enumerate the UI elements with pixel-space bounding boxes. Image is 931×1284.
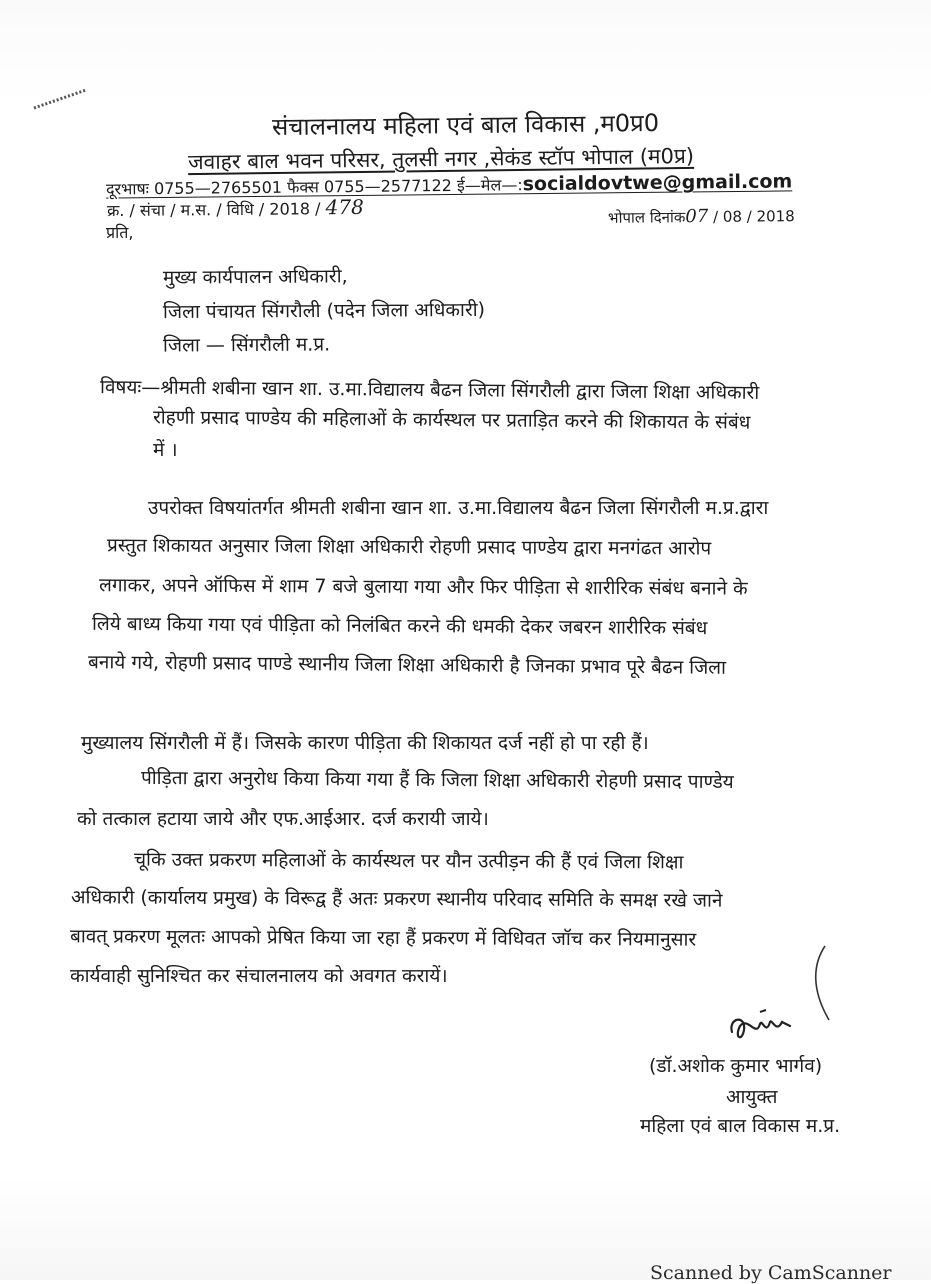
contact-numbers: दूरभाषः 0755—2765501 फैक्स 0755—2577122 ई—मेल—: [105, 175, 523, 199]
body-paragraph-2-line: को तत्काल हटाया जाये और एफ.आईआर. दर्ज करायी जाये। [77, 808, 489, 830]
addressee-line: जिला — सिंगरौली म.प्र. [162, 333, 331, 357]
addressee-line: मुख्य कार्यपालन अधिकारी, [162, 265, 348, 289]
signatory-designation: आयुक्त [726, 1086, 778, 1108]
pen-scribble-mark [30, 84, 90, 114]
signatory-name: (डॉ.अशोक कुमार भार्गव) [649, 1055, 823, 1077]
body-paragraph-1-line: मुख्यालय सिंगरौली में हैं। जिसके कारण पीड़िता की शिकायत दर्ज नहीं हो पा रही हैं। [81, 732, 649, 754]
reference-number [107, 195, 364, 221]
camscanner-watermark: Scanned by CamScanner [650, 1262, 892, 1284]
body-paragraph-3-line: कार्यवाही सुनिश्चित कर संचालनालय को अवगत करायें। [70, 965, 448, 987]
body-paragraph-3-line: अधिकारी (कार्यालय प्रमुख) के विरूद्व हैं अतः प्रकरण स्थानीय परिवाद समिति के समक्ष रखे जाने [70, 886, 723, 912]
email-address: socialdovtwe@gmail.com [522, 170, 793, 196]
date-handwritten-day: 07 [685, 205, 709, 228]
margin-pen-stroke [805, 944, 835, 1024]
body-paragraph-1-line: लिये बाध्य किया गया एवं पीड़िता को निलंबित करने की धमकी देकर जबरन शारीरिक संबंध [91, 612, 708, 640]
salutation-prati: प्रति, [106, 223, 134, 242]
body-paragraph-3-line: चूकि उक्त प्रकरण महिलाओं के कार्यस्थल पर यौन उत्पीड़न की हैं एवं जिला शिक्षा [133, 848, 684, 874]
body-paragraph-1-line: बनाये गये, रोहणी प्रसाद पाण्डे स्थानीय जिला शिक्षा अधिकारी है जिनका प्रभाव पूरे बैढन जिला [87, 651, 727, 679]
subject-line: में । [153, 439, 178, 461]
signatory-department: महिला एवं बाल विकास म.प्र. [640, 1115, 841, 1137]
letter-date [608, 205, 795, 228]
body-paragraph-1-line: उपरोक्त विषयांतर्गत श्रीमती शबीना खान शा. उ.मा.विद्यालय बैढन जिला सिंगरौली म.प्र.द्वारा [148, 497, 769, 519]
office-title: संचालनालय महिला एवं बाल विकास ,म0प्र0 [271, 108, 660, 142]
body-paragraph-1-line: लगाकर, अपने ऑफिस में शाम 7 बजे बुलाया गया और फिर पीड़िता से शारीरिक संबंध बनाने के [98, 574, 748, 600]
addressee-line: जिला पंचायत सिंगरौली (पदेन जिला अधिकारी) [162, 298, 486, 324]
subject-line: विषयः—श्रीमती शबीना खान शा. उ.मा.विद्यालय बैढन जिला सिंगरौली द्वारा जिला शिक्षा अधिकारी [99, 376, 760, 404]
subject-line: रोहणी प्रसाद पाण्डेय की महिलाओं के कार्यस्थल पर प्रताड़ित करने की शिकायत के संबंध [152, 406, 751, 434]
reference-handwritten-number: 478 [325, 194, 364, 220]
date-suffix: / 08 / 2018 [708, 207, 795, 226]
office-address: जवाहर बाल भवन परिसर, तुलसी नगर ,सेकंड स्टॉप भोपाल (म0प्र) [187, 143, 695, 175]
reference-prefix: क्र. / संचा / म.स. / विधि / 2018 / [106, 199, 326, 221]
date-prefix: भोपाल दिनांक [607, 208, 686, 227]
body-paragraph-2-line: पीड़िता द्वारा अनुरोध किया किया गया हैं कि जिला शिक्षा अधिकारी रोहणी प्रसाद पाण्डेय [140, 766, 734, 794]
body-paragraph-3-line: बावत् प्रकरण मूलतः आपको प्रेषित किया जा रहा हैं प्रकरण में विधिवत जॉच कर नियमानुसार [69, 925, 697, 951]
handwritten-signature [726, 1008, 796, 1048]
body-paragraph-1-line: प्रस्तुत शिकायत अनुसार जिला शिक्षा अधिकारी रोहणी प्रसाद पाण्डेय द्वारा मनगंढत आरोप [106, 534, 712, 560]
